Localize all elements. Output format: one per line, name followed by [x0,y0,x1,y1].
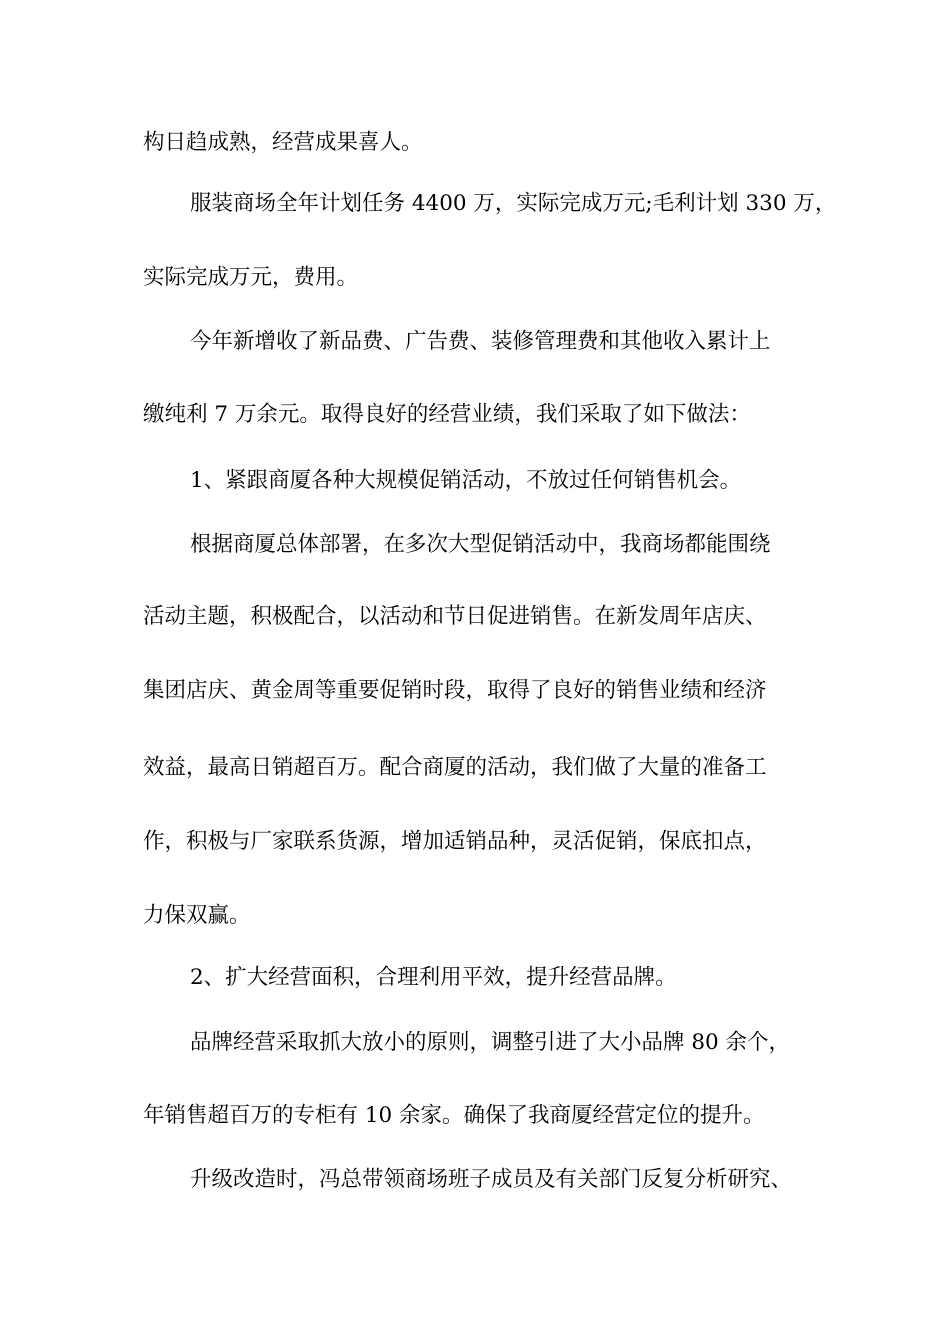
text-line: 年销售超百万的专柜有 10 余家。确保了我商厦经营定位的提升。 [143,1103,765,1128]
paragraph-line: 服装商场全年计划任务 4400 万，实际完成万元;毛利计划 330 万， [190,191,837,216]
paragraph-line: 升级改造时，冯总带领商场班子成员及有关部门反复分析研究、 [190,1167,793,1192]
text-line: 实际完成万元，费用。 [143,265,359,290]
paragraph-line: 今年新增收了新品费、广告费、装修管理费和其他收入累计上 [190,329,771,354]
paragraph-line: 根据商厦总体部署，在多次大型促销活动中，我商场都能围绕 [190,532,771,557]
text-line: 构日趋成熟，经营成果喜人。 [143,130,423,155]
text-line: 活动主题，积极配合，以活动和节日促进销售。在新发周年店庆、 [143,604,767,629]
text-line: 作，积极与厂家联系货源，增加适销品种，灵活促销，保底扣点， [143,829,767,854]
text-line: 缴纯利 7 万余元。取得良好的经营业绩，我们采取了如下做法： [143,402,751,427]
text-line: 集团店庆、黄金周等重要促销时段，取得了良好的销售业绩和经济 [143,678,767,703]
paragraph-line: 品牌经营采取抓大放小的原则，调整引进了大小品牌 80 余个， [190,1030,791,1055]
list-heading-1: 1、紧跟商厦各种大规模促销活动，不放过任何销售机会。 [190,468,742,493]
list-heading-2: 2、扩大经营面积，合理利用平效，提升经营品牌。 [190,965,677,990]
text-line: 力保双赢。 [143,903,251,928]
text-line: 效益，最高日销超百万。配合商厦的活动，我们做了大量的准备工 [143,755,767,780]
